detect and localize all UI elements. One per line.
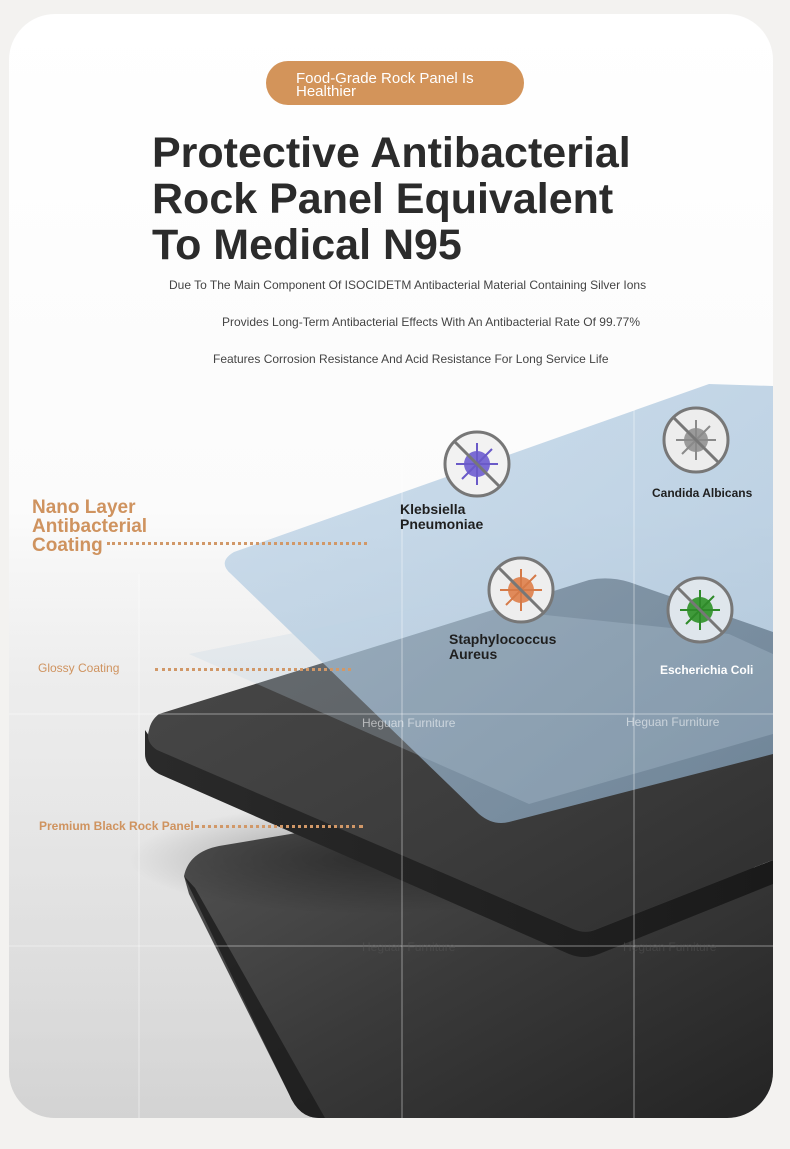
- candida-label: Candida Albicans: [652, 486, 753, 500]
- title-line-1: Protective Antibacterial: [152, 129, 631, 177]
- title-line-2: Rock Panel Equivalent: [152, 175, 614, 223]
- gray-virus-icon: [661, 405, 731, 475]
- ecoli-label: Escherichia Coli: [660, 663, 754, 677]
- klebsiella-label: Klebsiella Pneumoniae: [400, 501, 484, 532]
- purple-virus-icon: [442, 429, 512, 499]
- green-virus-icon: [665, 575, 735, 645]
- nano-layer-label: Nano Layer Antibacterial Coating: [32, 497, 148, 556]
- feature-badge: Food-Grade Rock Panel Is Healthier: [266, 61, 524, 105]
- page-title: [152, 130, 672, 268]
- title-line-3: To Medical N95: [152, 221, 462, 269]
- description-line-3: Features Corrosion Resistance And Acid Resistance For Long Service Life: [213, 352, 609, 366]
- description-line-2: Provides Long-Term Antibacterial Effects With An Antibacterial Rate Of 99.77%: [222, 315, 640, 329]
- glossy-coating-leader: [155, 668, 351, 671]
- glossy-coating-label: Glossy Coating: [38, 661, 120, 675]
- premium-panel-label: Premium Black Rock Panel: [39, 819, 194, 833]
- watermark: Heguan Furniture: [362, 940, 456, 954]
- description-line-1: Due To The Main Component Of ISOCIDETM Antibacterial Material Containing Silver Ions: [169, 278, 647, 292]
- nano-layer-leader: [107, 542, 367, 545]
- staph-label: Staphylococcus Aureus: [449, 631, 557, 662]
- watermark: Heguan Furniture: [623, 940, 717, 954]
- orange-virus-icon: [486, 555, 556, 625]
- watermark: Heguan Furniture: [626, 715, 720, 729]
- product-card: [9, 14, 773, 1118]
- premium-panel-leader: [195, 825, 363, 828]
- watermark: Heguan Furniture: [362, 716, 456, 730]
